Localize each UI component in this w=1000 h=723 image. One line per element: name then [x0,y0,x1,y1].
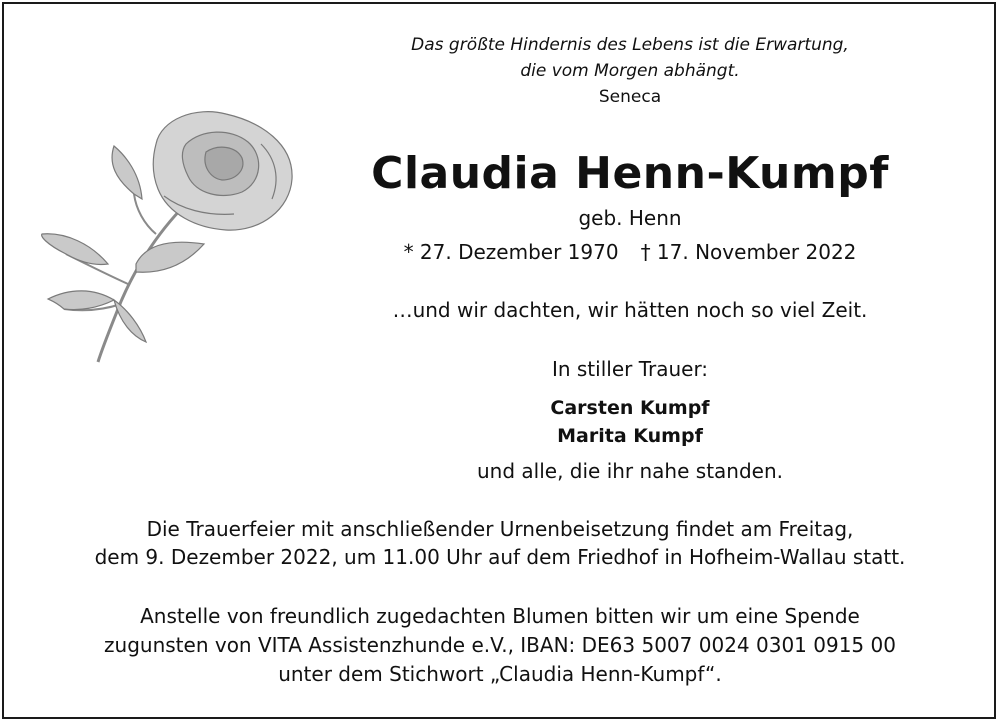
ceremony-line-2: dem 9. Dezember 2022, um 11.00 Uhr auf dem Friedhof in Hofheim-Wallau statt. [94,545,906,569]
quote-line-1: Das größte Hindernis des Lebens ist die Erwartung, [411,35,849,55]
mourning-intro: In stiller Trauer: [551,357,709,381]
deceased-name: Claudia Henn-Kumpf [371,148,889,199]
mourner-name: Marita Kumpf [557,425,703,447]
motto: …und wir dachten, wir hätten noch so viel Zeit. [392,298,868,322]
rose-icon [36,104,306,366]
life-dates [330,240,930,264]
ceremony-info [20,515,980,571]
birth-date: * 27. Dezember 1970 [403,240,619,264]
quote-line-2: die vom Morgen abhängt. [520,61,740,81]
donation-line-2: zugunsten von VITA Assistenzhunde e.V., IBAN: DE63 5007 0024 0301 0915 00 [104,633,896,657]
donation-line-1: Anstelle von freundlich zugedachten Blumen bitten wir um eine Spende [140,604,860,628]
quote-author: Seneca [598,87,662,107]
birth-name: geb. Henn [578,206,682,230]
quote [330,32,930,110]
ceremony-line-1: Die Trauerfeier mit anschließender Urnenbeisetzung findet am Freitag, [146,517,854,541]
others-line: und alle, die ihr nahe standen. [476,459,783,483]
donation-line-3: unter dem Stichwort „Claudia Henn-Kumpf“. [278,662,722,686]
mourners-list [330,394,930,450]
donation-info [20,602,980,689]
mourner-name: Carsten Kumpf [550,397,710,419]
death-date: † 17. November 2022 [640,240,857,264]
